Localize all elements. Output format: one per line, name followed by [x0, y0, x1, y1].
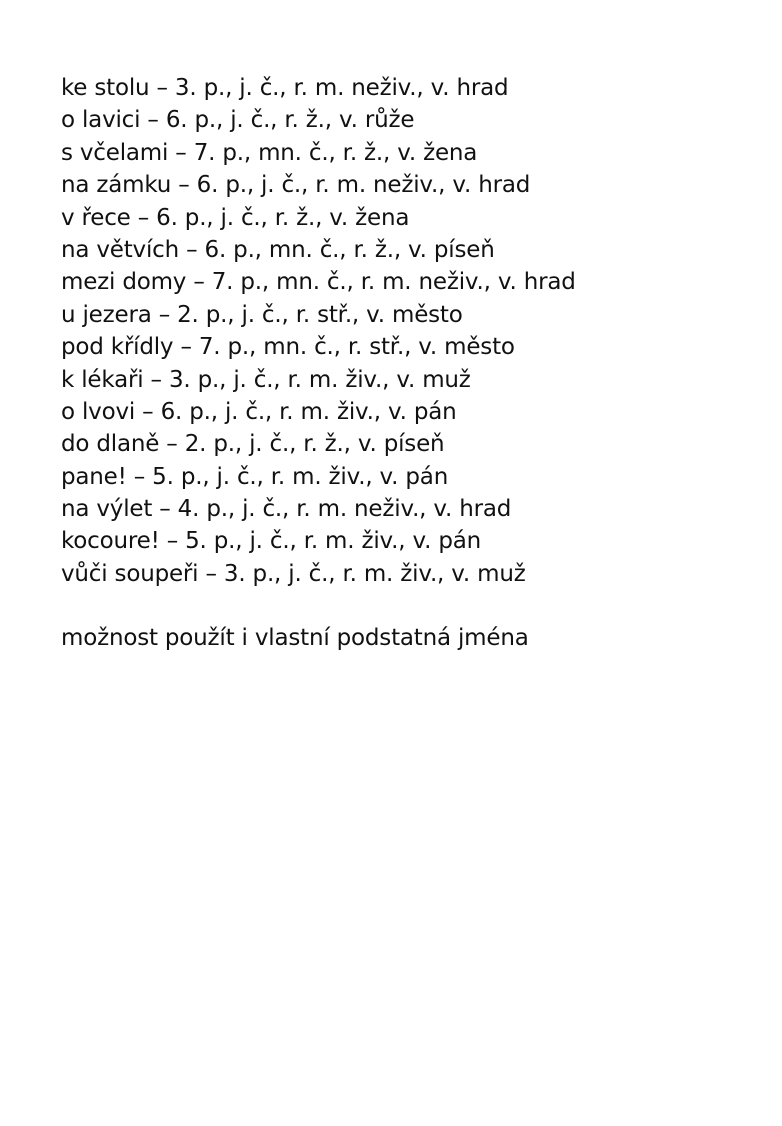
answer-line: ke stolu – 3. p., j. č., r. m. neživ., v. hrad [61, 75, 509, 101]
note-text: možnost použít i vlastní podstatná jména [61, 625, 529, 652]
answer-list [61, 72, 761, 590]
answer-line: k lékaři – 3. p., j. č., r. m. živ., v. muž [61, 366, 471, 393]
answer-line: o lavici – 6. p., j. č., r. ž., v. růže [61, 107, 415, 134]
answer-line: mezi domy – 7. p., mn. č., r. m. neživ., v. hrad [61, 269, 576, 296]
answer-line: kocoure! – 5. p., j. č., r. m. živ., v. pán [61, 528, 482, 555]
answer-line: s včelami – 7. p., mn. č., r. ž., v. žena [61, 139, 478, 166]
answer-line: v řece – 6. p., j. č., r. ž., v. žena [61, 204, 410, 231]
answer-line: pod křídly – 7. p., mn. č., r. stř., v. město [61, 334, 515, 361]
answer-line: na zámku – 6. p., j. č., r. m. neživ., v. hrad [61, 172, 531, 199]
answer-line: na výlet – 4. p., j. č., r. m. neživ., v. hrad [61, 496, 512, 523]
answer-line: do dlaně – 2. p., j. č., r. ž., v. píseň [61, 431, 445, 458]
answer-line: u jezera – 2. p., j. č., r. stř., v. město [61, 301, 463, 328]
answer-sheet [61, 72, 761, 654]
answer-line: na větvích – 6. p., mn. č., r. ž., v. píseň [61, 236, 495, 263]
answer-line: o lvovi – 6. p., j. č., r. m. živ., v. pán [61, 398, 457, 425]
answer-line: pane! – 5. p., j. č., r. m. živ., v. pán [61, 463, 449, 490]
answer-line: vůči soupeři – 3. p., j. č., r. m. živ., v. muž [61, 560, 526, 587]
